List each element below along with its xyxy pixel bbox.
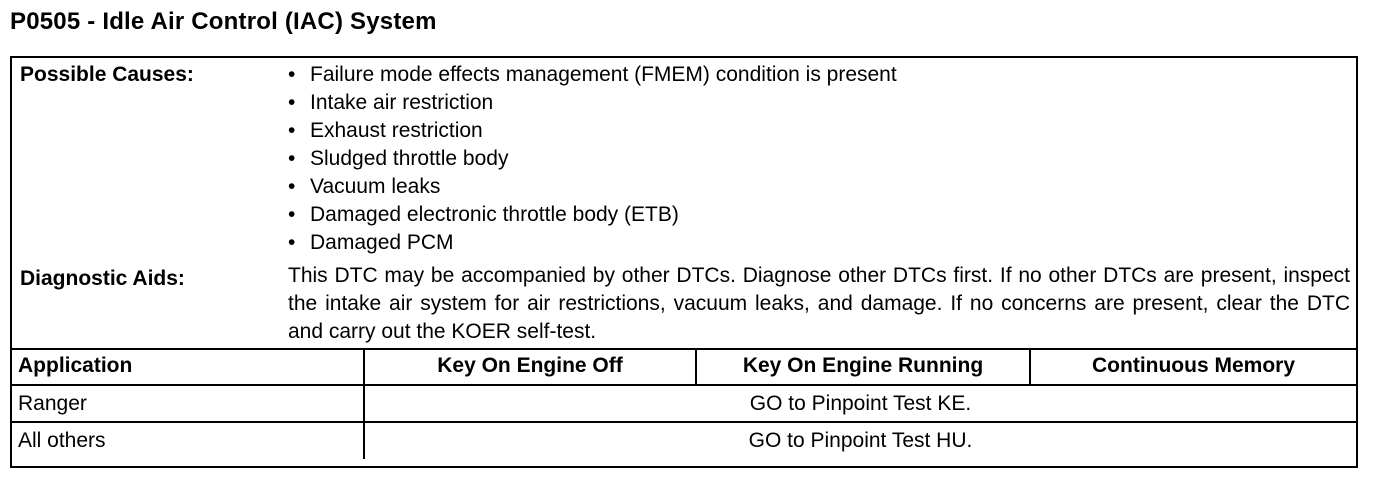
table-row [12,422,1356,459]
bullet-icon: • [288,147,296,170]
action-cell: GO to Pinpoint Test KE. [364,385,1356,422]
bullet-icon: • [288,63,296,86]
list-item [288,173,897,201]
bullet-icon: • [288,231,296,254]
cause-text: Vacuum leaks [310,175,441,198]
bullet-icon: • [288,91,296,114]
causes-aids-section [12,58,1356,350]
bullet-icon: • [288,119,296,142]
column-header-koer: Key On Engine Running [696,348,1030,385]
cause-text: Damaged PCM [310,231,454,254]
table-row [12,385,1356,422]
cause-text: Exhaust restriction [310,119,483,142]
application-cell: All others [12,422,364,459]
table-header-row [12,348,1356,385]
possible-causes-list [288,61,897,257]
column-header-continuous-memory: Continuous Memory [1030,348,1356,385]
action-cell: GO to Pinpoint Test HU. [364,422,1356,459]
list-item [288,61,897,89]
list-item [288,201,897,229]
application-table [12,348,1356,459]
cause-text: Intake air restriction [310,91,494,114]
possible-causes-label: Possible Causes: [20,63,194,86]
bullet-icon: • [288,203,296,226]
cause-text: Failure mode effects management (FMEM) condition is present [310,63,897,86]
list-item [288,229,897,257]
diagnostic-aids-text: This DTC may be accompanied by other DTCs. Diagnose other DTCs first. If no other DTCs are present, inspect the intake air system for air restrictions, vacuum leaks, and damage. If no concerns are present, clear the DTC and carry out the KOER self-test. [288,264,1350,343]
column-header-application: Application [12,348,364,385]
bullet-icon: • [288,175,296,198]
page-title: P0505 - Idle Air Control (IAC) System [10,8,437,35]
list-item [288,117,897,145]
diagnostic-aids-label: Diagnostic Aids: [20,267,185,290]
application-cell: Ranger [12,385,364,422]
cause-text: Sludged throttle body [310,147,509,170]
column-header-koeo: Key On Engine Off [364,348,696,385]
list-item [288,89,897,117]
cause-text: Damaged electronic throttle body (ETB) [310,203,679,226]
dtc-info-box [10,56,1358,468]
list-item [288,145,897,173]
